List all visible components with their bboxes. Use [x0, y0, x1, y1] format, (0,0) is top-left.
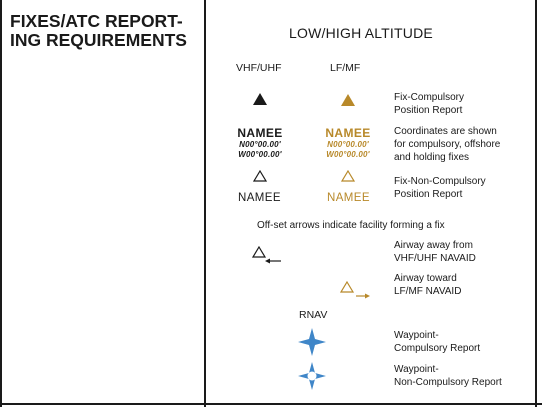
waypoint-compulsory-desc-line1: Waypoint-	[394, 330, 439, 341]
airway-toward-desc-line1: Airway toward	[394, 273, 457, 284]
section-heading-line1: FIXES/ATC REPORT-	[10, 11, 183, 31]
waypoint-compulsory-description	[394, 329, 480, 355]
airway-away-description	[394, 239, 476, 265]
section-heading-line2: ING REQUIREMENTS	[10, 30, 187, 50]
right-border	[535, 0, 537, 407]
offset-arrows-note: Off-set arrows indicate facility forming a fix	[257, 220, 445, 231]
rnav-label: RNAV	[299, 309, 328, 321]
coordinates-description	[394, 125, 500, 164]
left-border	[0, 0, 2, 407]
vhf-fix-name: NAMEE	[237, 126, 283, 140]
vhf-noncompulsory-triangle-icon	[253, 170, 267, 182]
noncompulsory-desc-line2: Position Report	[394, 189, 463, 200]
compulsory-desc-line1: Fix-Compulsory	[394, 92, 465, 103]
lf-noncompulsory-name: NAMEE	[327, 192, 370, 204]
noncompulsory-description	[394, 175, 486, 201]
column-title: LOW/HIGH ALTITUDE	[289, 25, 433, 41]
airway-toward-arrow-icon	[340, 281, 372, 301]
lf-mf-label: LF/MF	[330, 62, 361, 74]
lf-coordinate-block	[319, 126, 377, 160]
compulsory-description	[394, 91, 464, 117]
waypoint-noncompulsory-star-icon	[298, 362, 326, 390]
airway-away-desc-line2: VHF/UHF NAVAID	[394, 253, 476, 264]
column-divider	[204, 0, 206, 407]
compulsory-desc-line2: Position Report	[394, 105, 463, 116]
waypoint-noncompulsory-desc-line1: Waypoint-	[394, 364, 439, 375]
vhf-coordinate-block	[231, 126, 289, 160]
waypoint-noncompulsory-description	[394, 363, 502, 389]
waypoint-compulsory-star-icon	[298, 328, 326, 356]
airway-toward-description	[394, 272, 461, 298]
vhf-compulsory-triangle-icon	[253, 93, 267, 105]
vhf-latitude: N00°00.00'	[239, 140, 281, 149]
vhf-noncompulsory-name: NAMEE	[238, 192, 281, 204]
lf-noncompulsory-triangle-icon	[341, 170, 355, 182]
coordinates-desc-line1: Coordinates are shown	[394, 126, 497, 137]
lf-compulsory-triangle-icon	[341, 94, 355, 106]
noncompulsory-desc-line1: Fix-Non-Compulsory	[394, 176, 486, 187]
bottom-border	[0, 403, 542, 405]
waypoint-noncompulsory-desc-line2: Non-Compulsory Report	[394, 377, 502, 388]
airway-toward-desc-line2: LF/MF NAVAID	[394, 286, 462, 297]
airway-away-arrow-icon	[252, 246, 284, 266]
lf-longitude: W00°00.00'	[326, 150, 370, 159]
coordinates-desc-line3: and holding fixes	[394, 152, 470, 163]
waypoint-compulsory-desc-line2: Compulsory Report	[394, 343, 481, 354]
lf-fix-name: NAMEE	[325, 126, 371, 140]
coordinates-desc-line2: for compulsory, offshore	[394, 139, 501, 150]
section-heading	[10, 12, 187, 50]
airway-away-desc-line1: Airway away from	[394, 240, 473, 251]
lf-latitude: N00°00.00'	[327, 140, 369, 149]
vhf-uhf-label: VHF/UHF	[236, 62, 282, 74]
vhf-longitude: W00°00.00'	[238, 150, 282, 159]
